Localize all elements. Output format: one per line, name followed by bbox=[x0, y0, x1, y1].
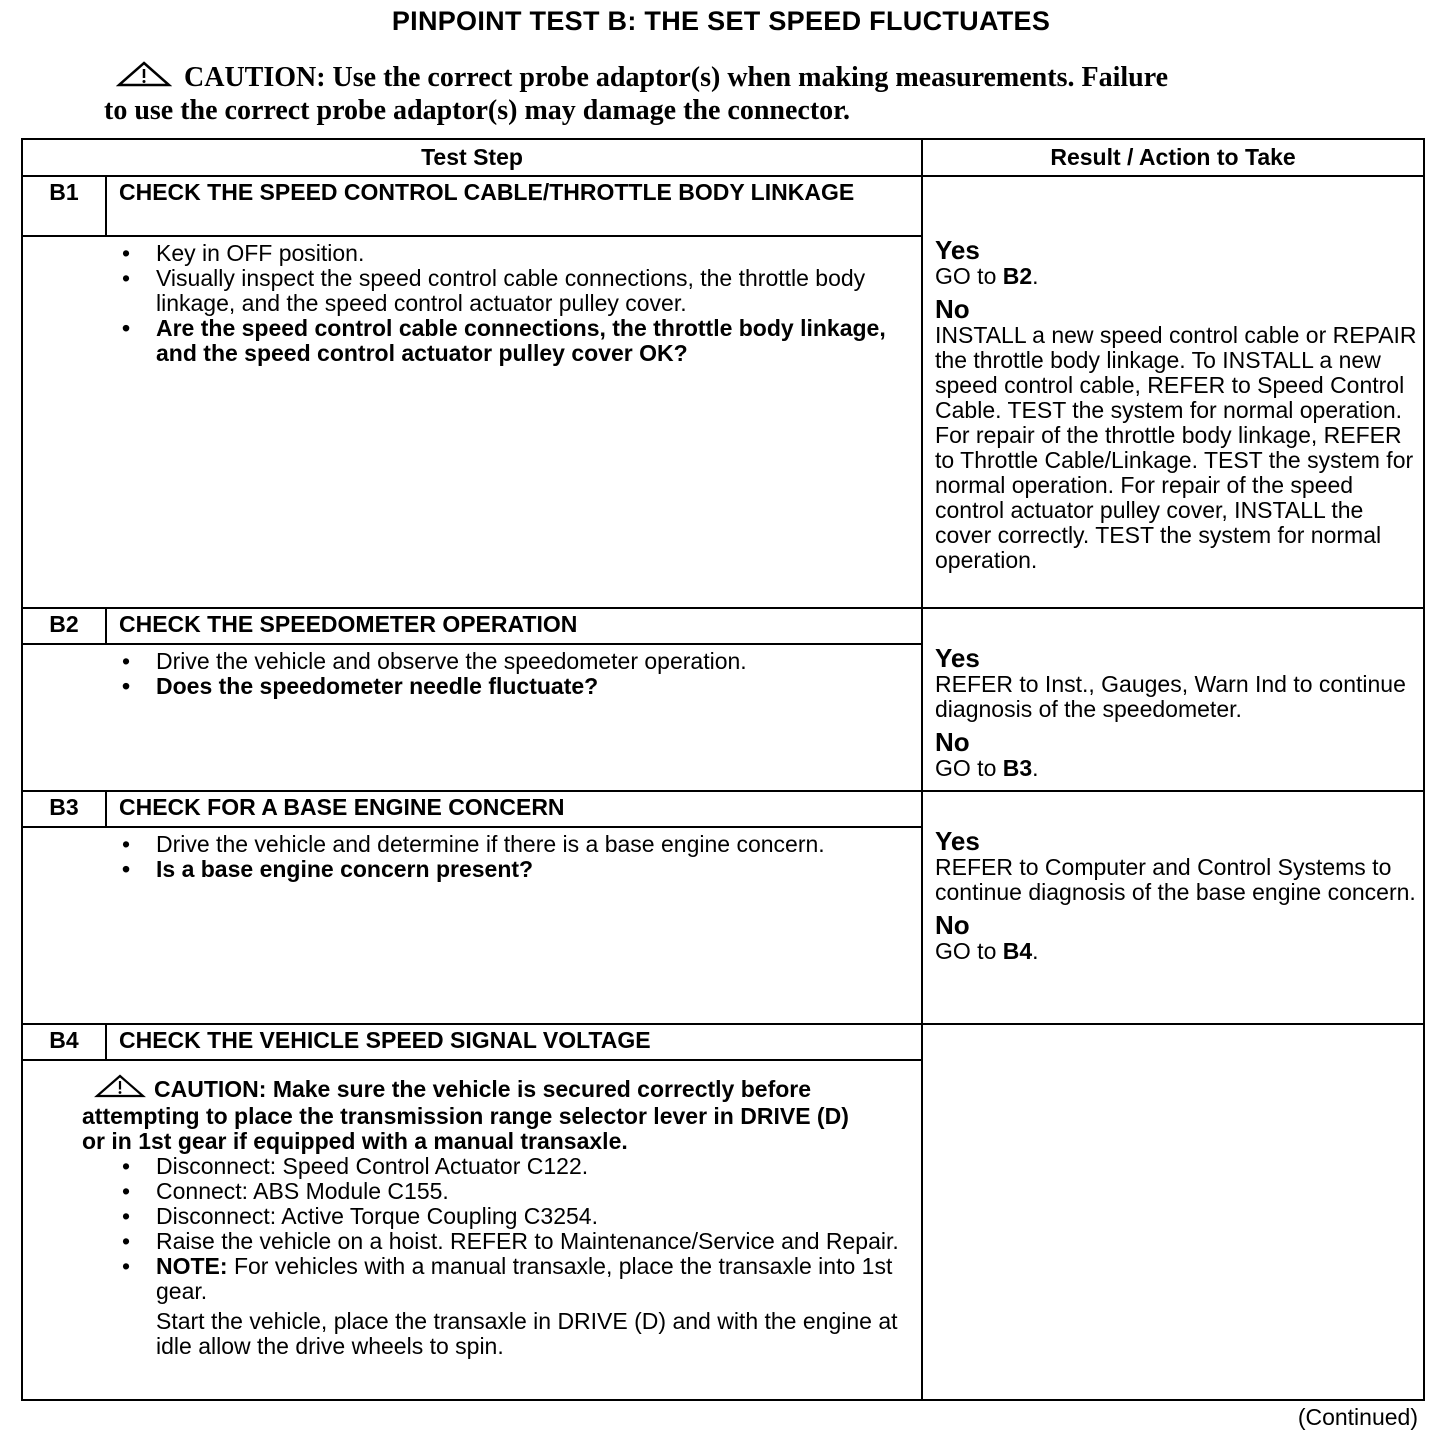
result-b1 bbox=[922, 176, 1424, 608]
goto-link[interactable]: B4 bbox=[1002, 938, 1033, 964]
list-item-continuation: Start the vehicle, place the transaxle in DRIVE (D) and with the engine at idle allow the drive wheels to spin. bbox=[156, 1308, 898, 1359]
step-id-b1: B1 bbox=[22, 176, 106, 236]
list-item: • Visually inspect the speed control cable connections, the throttle body linkage, and the speed control actuator pulley cover. bbox=[119, 266, 901, 316]
step-body-b4 bbox=[22, 1060, 922, 1400]
step-body-b2 bbox=[22, 644, 922, 791]
header-test-step: Test Step bbox=[22, 139, 922, 176]
warning-triangle-icon bbox=[94, 1073, 146, 1104]
pinpoint-test-table bbox=[21, 138, 1425, 1401]
list-item-question: • Is a base engine concern present? bbox=[119, 857, 901, 882]
no-label: No bbox=[935, 910, 970, 940]
yes-label: Yes bbox=[935, 826, 980, 856]
no-action: GO to B4. bbox=[935, 938, 1039, 964]
result-b3 bbox=[922, 791, 1424, 1024]
page-title: PINPOINT TEST B: THE SET SPEED FLUCTUATES bbox=[391, 6, 1051, 36]
result-b4 bbox=[922, 1024, 1424, 1400]
list-item: • Key in OFF position. bbox=[119, 241, 901, 266]
caution-notice bbox=[104, 60, 1334, 126]
step-body-b1 bbox=[22, 236, 922, 608]
no-label: No bbox=[935, 294, 970, 324]
header-result-action: Result / Action to Take bbox=[922, 139, 1424, 176]
yes-action: REFER to Inst., Gauges, Warn Ind to continue diagnosis of the speedometer. bbox=[935, 671, 1406, 722]
goto-link[interactable]: B2 bbox=[1002, 263, 1033, 289]
warning-triangle-icon bbox=[116, 60, 172, 95]
step-id-b3: B3 bbox=[22, 791, 106, 827]
list-item: • Disconnect: Active Torque Coupling C3254. bbox=[119, 1204, 901, 1229]
caution-line-1: CAUTION: Use the correct probe adaptor(s) when making measurements. Failure bbox=[184, 62, 1169, 93]
list-item-question: • Does the speedometer needle fluctuate? bbox=[119, 674, 901, 699]
no-label: No bbox=[935, 727, 970, 757]
list-item-note: • NOTE: For vehicles with a manual transaxle, place the transaxle into 1st gear. bbox=[119, 1254, 901, 1304]
step-id-b2: B2 bbox=[22, 608, 106, 644]
step-id-b4: B4 bbox=[22, 1024, 106, 1060]
list-item-question: • Are the speed control cable connections, the throttle body linkage, and the speed control actuator pulley cover OK? bbox=[119, 316, 901, 366]
step-caution: CAUTION: Make sure the vehicle is secured correctly before attempting to place the transmission range selector lever in DRIVE (D) or in 1st gear if equipped with a manual transaxle. bbox=[82, 1065, 872, 1154]
no-action: GO to B3. bbox=[935, 755, 1039, 781]
yes-action: GO to B2. bbox=[935, 263, 1039, 289]
list-item: • Connect: ABS Module C155. bbox=[119, 1179, 901, 1204]
no-action: INSTALL a new speed control cable or REPAIR the throttle body linkage. To INSTALL a new speed control cable, REFER to Speed Control Cable. TEST the system for normal operation. For repair of the throttle body linkage, REFER to Throttle Cable/Linkage. TEST the system for normal operation. For repair of the speed control actuator pulley cover, INSTALL the cover correctly. TEST the system for normal operation. bbox=[935, 322, 1417, 573]
yes-label: Yes bbox=[935, 235, 980, 265]
list-item: • Raise the vehicle on a hoist. REFER to Maintenance/Service and Repair. bbox=[119, 1229, 901, 1254]
yes-label: Yes bbox=[935, 643, 980, 673]
list-item: • Drive the vehicle and observe the speedometer operation. bbox=[119, 649, 901, 674]
step-title-b3: CHECK FOR A BASE ENGINE CONCERN bbox=[106, 791, 922, 827]
step-title-b4: CHECK THE VEHICLE SPEED SIGNAL VOLTAGE bbox=[106, 1024, 922, 1060]
step-title-b2: CHECK THE SPEEDOMETER OPERATION bbox=[106, 608, 922, 644]
result-b2 bbox=[922, 608, 1424, 791]
list-item: • Disconnect: Speed Control Actuator C122. bbox=[119, 1154, 901, 1179]
continued-label: (Continued) bbox=[1297, 1404, 1418, 1430]
list-item: • Drive the vehicle and determine if there is a base engine concern. bbox=[119, 832, 901, 857]
step-body-b3 bbox=[22, 827, 922, 1024]
caution-line-2: to use the correct probe adaptor(s) may damage the connector. bbox=[104, 95, 851, 126]
yes-action: REFER to Computer and Control Systems to continue diagnosis of the base engine concern. bbox=[935, 854, 1416, 905]
goto-link[interactable]: B3 bbox=[1002, 755, 1033, 781]
step-title-b1: CHECK THE SPEED CONTROL CABLE/THROTTLE BODY LINKAGE bbox=[106, 176, 922, 236]
